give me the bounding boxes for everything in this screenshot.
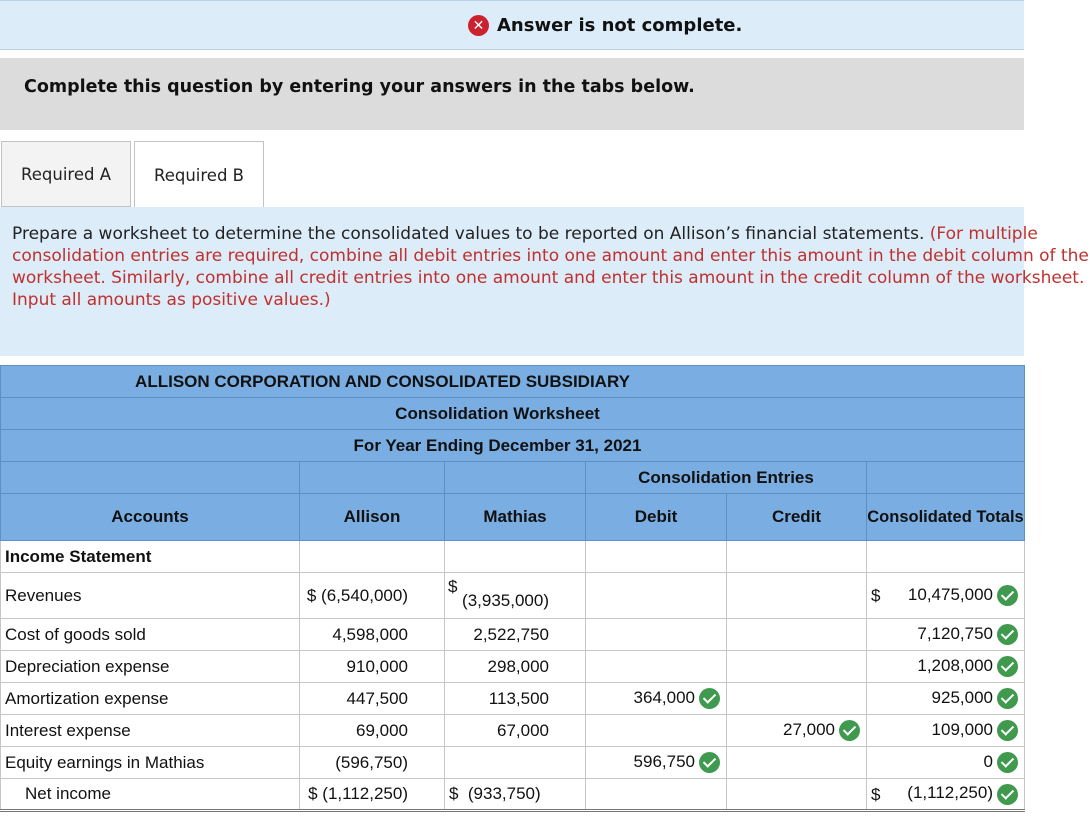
total-dollar: $: [871, 586, 881, 605]
worksheet-period: For Year Ending December 31, 2021: [1, 430, 1025, 462]
mathias-value: (3,935,000): [462, 591, 549, 610]
table-row: [1, 619, 1025, 651]
check-icon: [997, 752, 1018, 773]
instructions-bar: [0, 58, 1024, 130]
blank-header: [1, 462, 300, 494]
mathias-value[interactable]: 113,500: [445, 683, 586, 715]
total-value: 0: [983, 751, 993, 771]
credit-input[interactable]: [727, 573, 867, 619]
table-cell: [586, 541, 727, 573]
table-row: [1, 747, 1025, 779]
allison-value[interactable]: 910,000: [300, 651, 445, 683]
credit-header: Credit: [727, 494, 867, 541]
allison-value[interactable]: 69,000: [300, 715, 445, 747]
debit-input[interactable]: [586, 683, 727, 715]
consolidation-worksheet: [0, 365, 1024, 812]
account-label: Cost of goods sold: [1, 619, 300, 651]
mathias-value[interactable]: $ (933,750): [445, 779, 586, 811]
debit-input[interactable]: [586, 747, 727, 779]
allison-value[interactable]: 4,598,000: [300, 619, 445, 651]
section-label: Income Statement: [1, 541, 300, 573]
company-name: ALLISON CORPORATION AND CONSOLIDATED SUBSIDIARY: [1, 366, 1025, 398]
x-circle-icon: ✕: [468, 15, 489, 36]
total-cell[interactable]: [867, 747, 1025, 779]
debit-input[interactable]: [586, 715, 727, 747]
mathias-value[interactable]: 298,000: [445, 651, 586, 683]
mathias-value[interactable]: 67,000: [445, 715, 586, 747]
account-label: Revenues: [1, 573, 300, 619]
total-cell[interactable]: [867, 619, 1025, 651]
table-row: [1, 715, 1025, 747]
consolidation-entries-header: Consolidation Entries: [586, 462, 867, 494]
table-row: [1, 573, 1025, 619]
debit-value: 596,750: [633, 751, 695, 771]
check-icon: [997, 585, 1018, 606]
allison-value[interactable]: (596,750): [300, 747, 445, 779]
total-value: 7,120,750: [917, 623, 993, 643]
credit-input[interactable]: [727, 747, 867, 779]
check-icon: [997, 624, 1018, 645]
table-row: [1, 683, 1025, 715]
debit-input[interactable]: [586, 619, 727, 651]
account-label: Interest expense: [1, 715, 300, 747]
account-label: Equity earnings in Mathias: [1, 747, 300, 779]
debit-header: Debit: [586, 494, 727, 541]
credit-input[interactable]: [727, 779, 867, 811]
description-main: Prepare a worksheet to determine the consolidated values to be reported on Allison’s financial statements.: [12, 224, 930, 244]
description-note: (For multiple consolidation entries are required, combine all debit entries into one amount and enter this amount in the debit column of the worksheet. Similarly, combine all credit entries into one amount and enter this amount in the credit column of the worksheet. Input all amounts as positive values.): [12, 224, 1089, 310]
blank-header: [867, 462, 1025, 494]
totals-header: Consolidated Totals: [867, 494, 1025, 541]
accounts-header: Accounts: [1, 494, 300, 541]
allison-value[interactable]: $ (1,112,250): [300, 779, 445, 811]
blank-header: [445, 462, 586, 494]
table-cell: [867, 541, 1025, 573]
question-description: [0, 207, 1089, 356]
total-cell[interactable]: [867, 573, 1025, 619]
tab-required-b[interactable]: Required B: [134, 141, 264, 208]
check-icon: [997, 784, 1018, 805]
check-icon: [699, 688, 720, 709]
mathias-cell[interactable]: [445, 573, 586, 619]
check-icon: [997, 720, 1018, 741]
tab-required-a[interactable]: Required A: [1, 141, 131, 207]
table-cell: [300, 541, 445, 573]
total-value: 10,475,000: [907, 584, 993, 604]
credit-input[interactable]: [727, 683, 867, 715]
net-income-row: [1, 779, 1025, 811]
credit-input[interactable]: [727, 651, 867, 683]
table-cell: [727, 541, 867, 573]
table-row: [1, 651, 1025, 683]
mathias-value[interactable]: [445, 747, 586, 779]
table-cell: [445, 541, 586, 573]
total-value: 925,000: [931, 687, 993, 707]
credit-input[interactable]: [727, 715, 867, 747]
total-cell[interactable]: [867, 779, 1025, 811]
account-label: Amortization expense: [1, 683, 300, 715]
total-cell[interactable]: [867, 683, 1025, 715]
status-banner: [0, 0, 1024, 50]
total-cell[interactable]: [867, 651, 1025, 683]
debit-input[interactable]: [586, 779, 727, 811]
check-icon: [997, 688, 1018, 709]
debit-input[interactable]: [586, 651, 727, 683]
mathias-header: Mathias: [445, 494, 586, 541]
worksheet-title: Consolidation Worksheet: [1, 398, 1025, 430]
debit-input[interactable]: [586, 573, 727, 619]
total-value: 1,208,000: [917, 655, 993, 675]
credit-value: 27,000: [783, 719, 835, 739]
debit-value: 364,000: [633, 687, 695, 707]
total-dollar: $: [871, 785, 881, 804]
allison-value[interactable]: 447,500: [300, 683, 445, 715]
total-value: 109,000: [931, 719, 993, 739]
blank-header: [300, 462, 445, 494]
banner-text: Answer is not complete.: [497, 15, 743, 36]
allison-header: Allison: [300, 494, 445, 541]
account-label: Depreciation expense: [1, 651, 300, 683]
allison-value[interactable]: $ (6,540,000): [300, 573, 445, 619]
total-value: (1,112,250): [907, 783, 993, 803]
check-icon: [839, 720, 860, 741]
mathias-value[interactable]: 2,522,750: [445, 619, 586, 651]
check-icon: [997, 656, 1018, 677]
credit-input[interactable]: [727, 619, 867, 651]
account-label: Net income: [1, 779, 300, 811]
instructions-text: Complete this question by entering your answers in the tabs below.: [24, 77, 695, 97]
check-icon: [699, 752, 720, 773]
total-cell[interactable]: [867, 715, 1025, 747]
mathias-dollar: $: [448, 577, 458, 596]
